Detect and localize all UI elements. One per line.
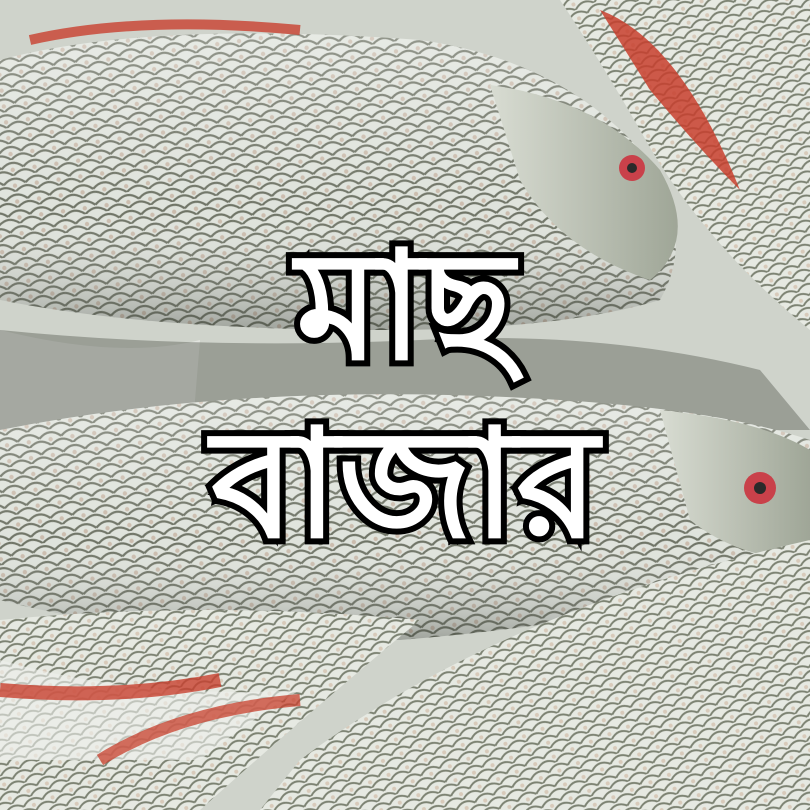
caption-line-2: বাজার xyxy=(211,398,599,572)
caption-line-1: মাছ xyxy=(296,220,514,394)
